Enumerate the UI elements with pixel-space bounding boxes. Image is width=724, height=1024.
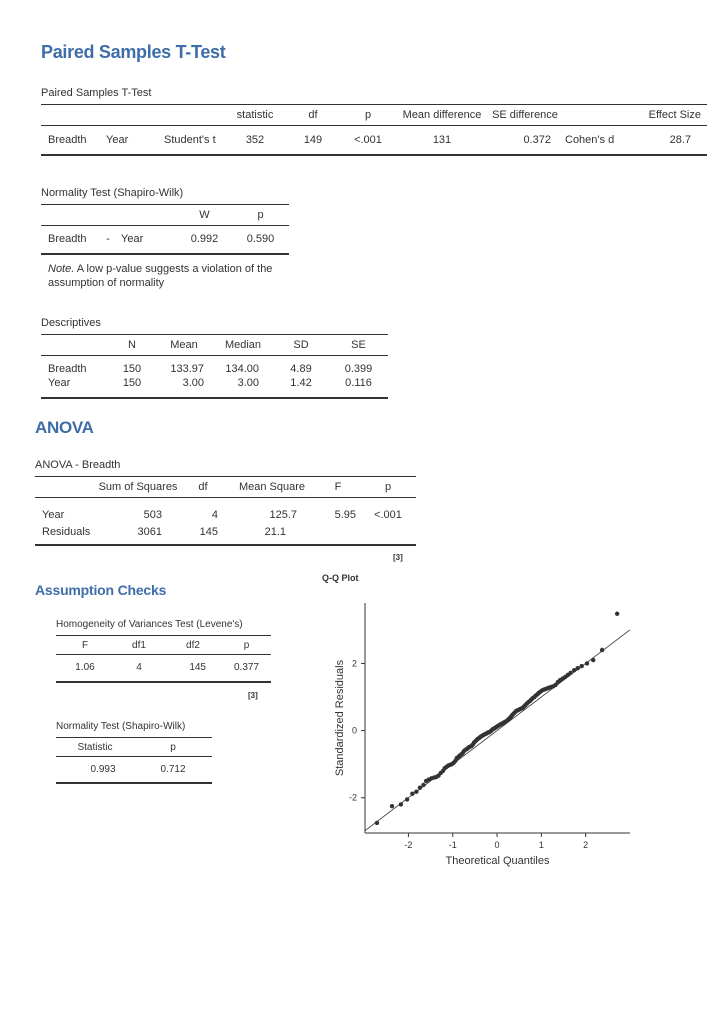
descriptives-header-row: [41, 335, 388, 356]
qq-point: [600, 648, 604, 652]
qq-point: [615, 612, 619, 616]
qq-point: [399, 802, 403, 806]
col-sd: SD: [293, 339, 309, 351]
anova-caption: ANOVA - Breadth: [35, 459, 121, 471]
col-mean-square: Mean Square: [238, 481, 306, 493]
col-statistic: Statistic: [77, 741, 113, 753]
n-cell: 150: [122, 362, 142, 375]
qq-point: [568, 671, 572, 675]
var1-cell: Breadth: [48, 133, 87, 146]
descriptives-caption: Descriptives: [41, 317, 101, 329]
col-sum-of-squares: Sum of Squares: [98, 481, 178, 493]
ms-cell: 21.1: [264, 526, 286, 538]
col-se-difference: SE difference: [492, 109, 558, 121]
levene-table: [56, 635, 271, 683]
f-cell: [316, 521, 360, 545]
dash-cell: -: [106, 233, 110, 246]
effect-size-cell: 28.7: [669, 133, 691, 146]
effect-type-cell: Cohen's d: [565, 133, 615, 146]
median-cell: 3.00: [237, 376, 259, 389]
median-cell: 134.00: [225, 362, 259, 375]
table-row: [41, 377, 388, 398]
col-se: SE: [351, 339, 366, 351]
ms-cell: 125.7: [269, 508, 297, 521]
df2-cell: 145: [189, 662, 206, 674]
p-cell: 0.590: [246, 233, 275, 246]
p-cell: [360, 521, 416, 545]
normality1-header-row: [41, 205, 289, 226]
mean-difference-cell: 131: [432, 133, 452, 146]
note-text: A low p-value suggests a violation of the assumption of normality: [48, 263, 273, 289]
normality2-table: [56, 737, 212, 784]
table-row: [41, 226, 289, 254]
qq-point: [414, 790, 418, 794]
table-row: [41, 361, 388, 377]
qq-plot-title: Q-Q Plot: [322, 573, 359, 583]
col-mean: Mean: [170, 339, 198, 351]
col-effect-size: Effect Size: [648, 109, 701, 121]
p-cell: 0.712: [160, 763, 186, 775]
name-cell: Year: [48, 376, 71, 389]
col-p: p: [257, 209, 264, 221]
n-cell: 150: [122, 376, 142, 389]
p-cell: <.001: [354, 133, 382, 146]
se-cell: 0.399: [344, 362, 373, 375]
col-p: p: [243, 639, 250, 651]
col-p: p: [364, 109, 372, 121]
table-row: [41, 126, 707, 155]
w-cell: 0.992: [190, 233, 219, 246]
col-statistic: statistic: [236, 109, 274, 121]
mean-cell: 133.97: [170, 362, 204, 375]
qq-point: [576, 666, 580, 670]
test-cell: Student's t: [164, 133, 216, 146]
se-difference-cell: 0.372: [523, 133, 551, 146]
col-df1: df1: [132, 639, 146, 651]
qq-plot: [320, 595, 640, 875]
qq-point: [579, 664, 583, 668]
ss-cell: 503: [143, 508, 162, 521]
reference-line: [365, 630, 630, 831]
col-df2: df2: [186, 639, 200, 651]
x-tick-label: 0: [494, 840, 500, 850]
statistic-cell: 352: [245, 133, 265, 146]
x-axis-label: Theoretical Quantiles: [445, 855, 550, 867]
df-cell: 149: [303, 133, 323, 146]
sd-cell: 4.89: [290, 362, 312, 375]
anova-heading: ANOVA: [35, 418, 94, 437]
note-label: Note.: [48, 263, 75, 275]
anova-table: [35, 476, 416, 546]
col-mean-difference: Mean difference: [402, 109, 482, 121]
col-df: df: [308, 109, 318, 121]
table-row: [35, 521, 416, 545]
col-w: W: [199, 209, 210, 221]
statistic-cell: 0.993: [90, 763, 116, 775]
y-tick-label: -2: [348, 792, 357, 803]
col-f: F: [334, 481, 342, 493]
y-tick-label: 2: [351, 658, 357, 669]
table-row: [35, 498, 416, 521]
col-p: p: [384, 481, 392, 493]
anova-header-row: [35, 477, 416, 498]
descriptives-table: [41, 334, 388, 399]
ttest-heading: Paired Samples T-Test: [41, 42, 226, 62]
qq-point: [418, 785, 422, 789]
qq-point: [375, 821, 379, 825]
y-axis-label: Standardized Residuals: [334, 659, 346, 777]
p-cell: 0.377: [233, 662, 260, 674]
assumptions-heading: Assumption Checks: [35, 582, 167, 598]
df1-cell: 4: [136, 662, 142, 674]
normality1-table: [41, 204, 289, 255]
table-row: [56, 757, 212, 783]
sd-cell: 1.42: [290, 376, 312, 389]
y-tick-label: 0: [351, 725, 357, 736]
col-median: Median: [224, 339, 262, 351]
ttest-header-row: [41, 105, 707, 126]
levene-footnote: [3]: [248, 691, 258, 700]
se-cell: 0.116: [345, 376, 372, 389]
normality1-note: [48, 262, 288, 290]
df-cell: 4: [211, 508, 218, 521]
x-tick-label: 2: [583, 840, 589, 850]
qq-point: [421, 783, 425, 787]
mean-cell: 3.00: [182, 376, 204, 389]
ttest-table: [41, 104, 707, 156]
qq-point: [390, 804, 394, 808]
qq-point: [585, 661, 589, 665]
var2-cell: Year: [121, 233, 144, 246]
ttest-caption: Paired Samples T-Test: [41, 87, 152, 99]
levene-header-row: [56, 636, 271, 655]
qq-point: [410, 792, 414, 796]
col-df: df: [198, 481, 208, 493]
var2-cell: Year: [106, 133, 129, 146]
f-cell: 5.95: [334, 508, 356, 521]
p-cell: <.001: [374, 508, 402, 521]
x-tick-label: 1: [538, 840, 544, 850]
f-cell: 1.06: [75, 662, 95, 674]
ss-cell: 3061: [137, 526, 162, 538]
qq-point: [405, 797, 409, 801]
table-row: [56, 655, 271, 682]
x-tick-label: -2: [404, 840, 413, 850]
df-cell: 145: [199, 526, 218, 538]
name-cell: Breadth: [48, 362, 87, 375]
name-cell: Residuals: [42, 526, 91, 538]
normality2-caption: Normality Test (Shapiro-Wilk): [56, 721, 186, 732]
anova-footnote: [3]: [393, 553, 403, 562]
normality2-header-row: [56, 738, 212, 757]
col-p: p: [170, 741, 176, 753]
qq-point: [591, 658, 595, 662]
col-n: N: [128, 339, 136, 351]
col-f: F: [81, 639, 89, 651]
var1-cell: Breadth: [48, 233, 87, 246]
normality1-caption: Normality Test (Shapiro-Wilk): [41, 187, 184, 199]
levene-caption: Homogeneity of Variances Test (Levene's): [56, 619, 243, 630]
name-cell: Year: [42, 508, 65, 521]
x-tick-label: -1: [448, 840, 457, 850]
